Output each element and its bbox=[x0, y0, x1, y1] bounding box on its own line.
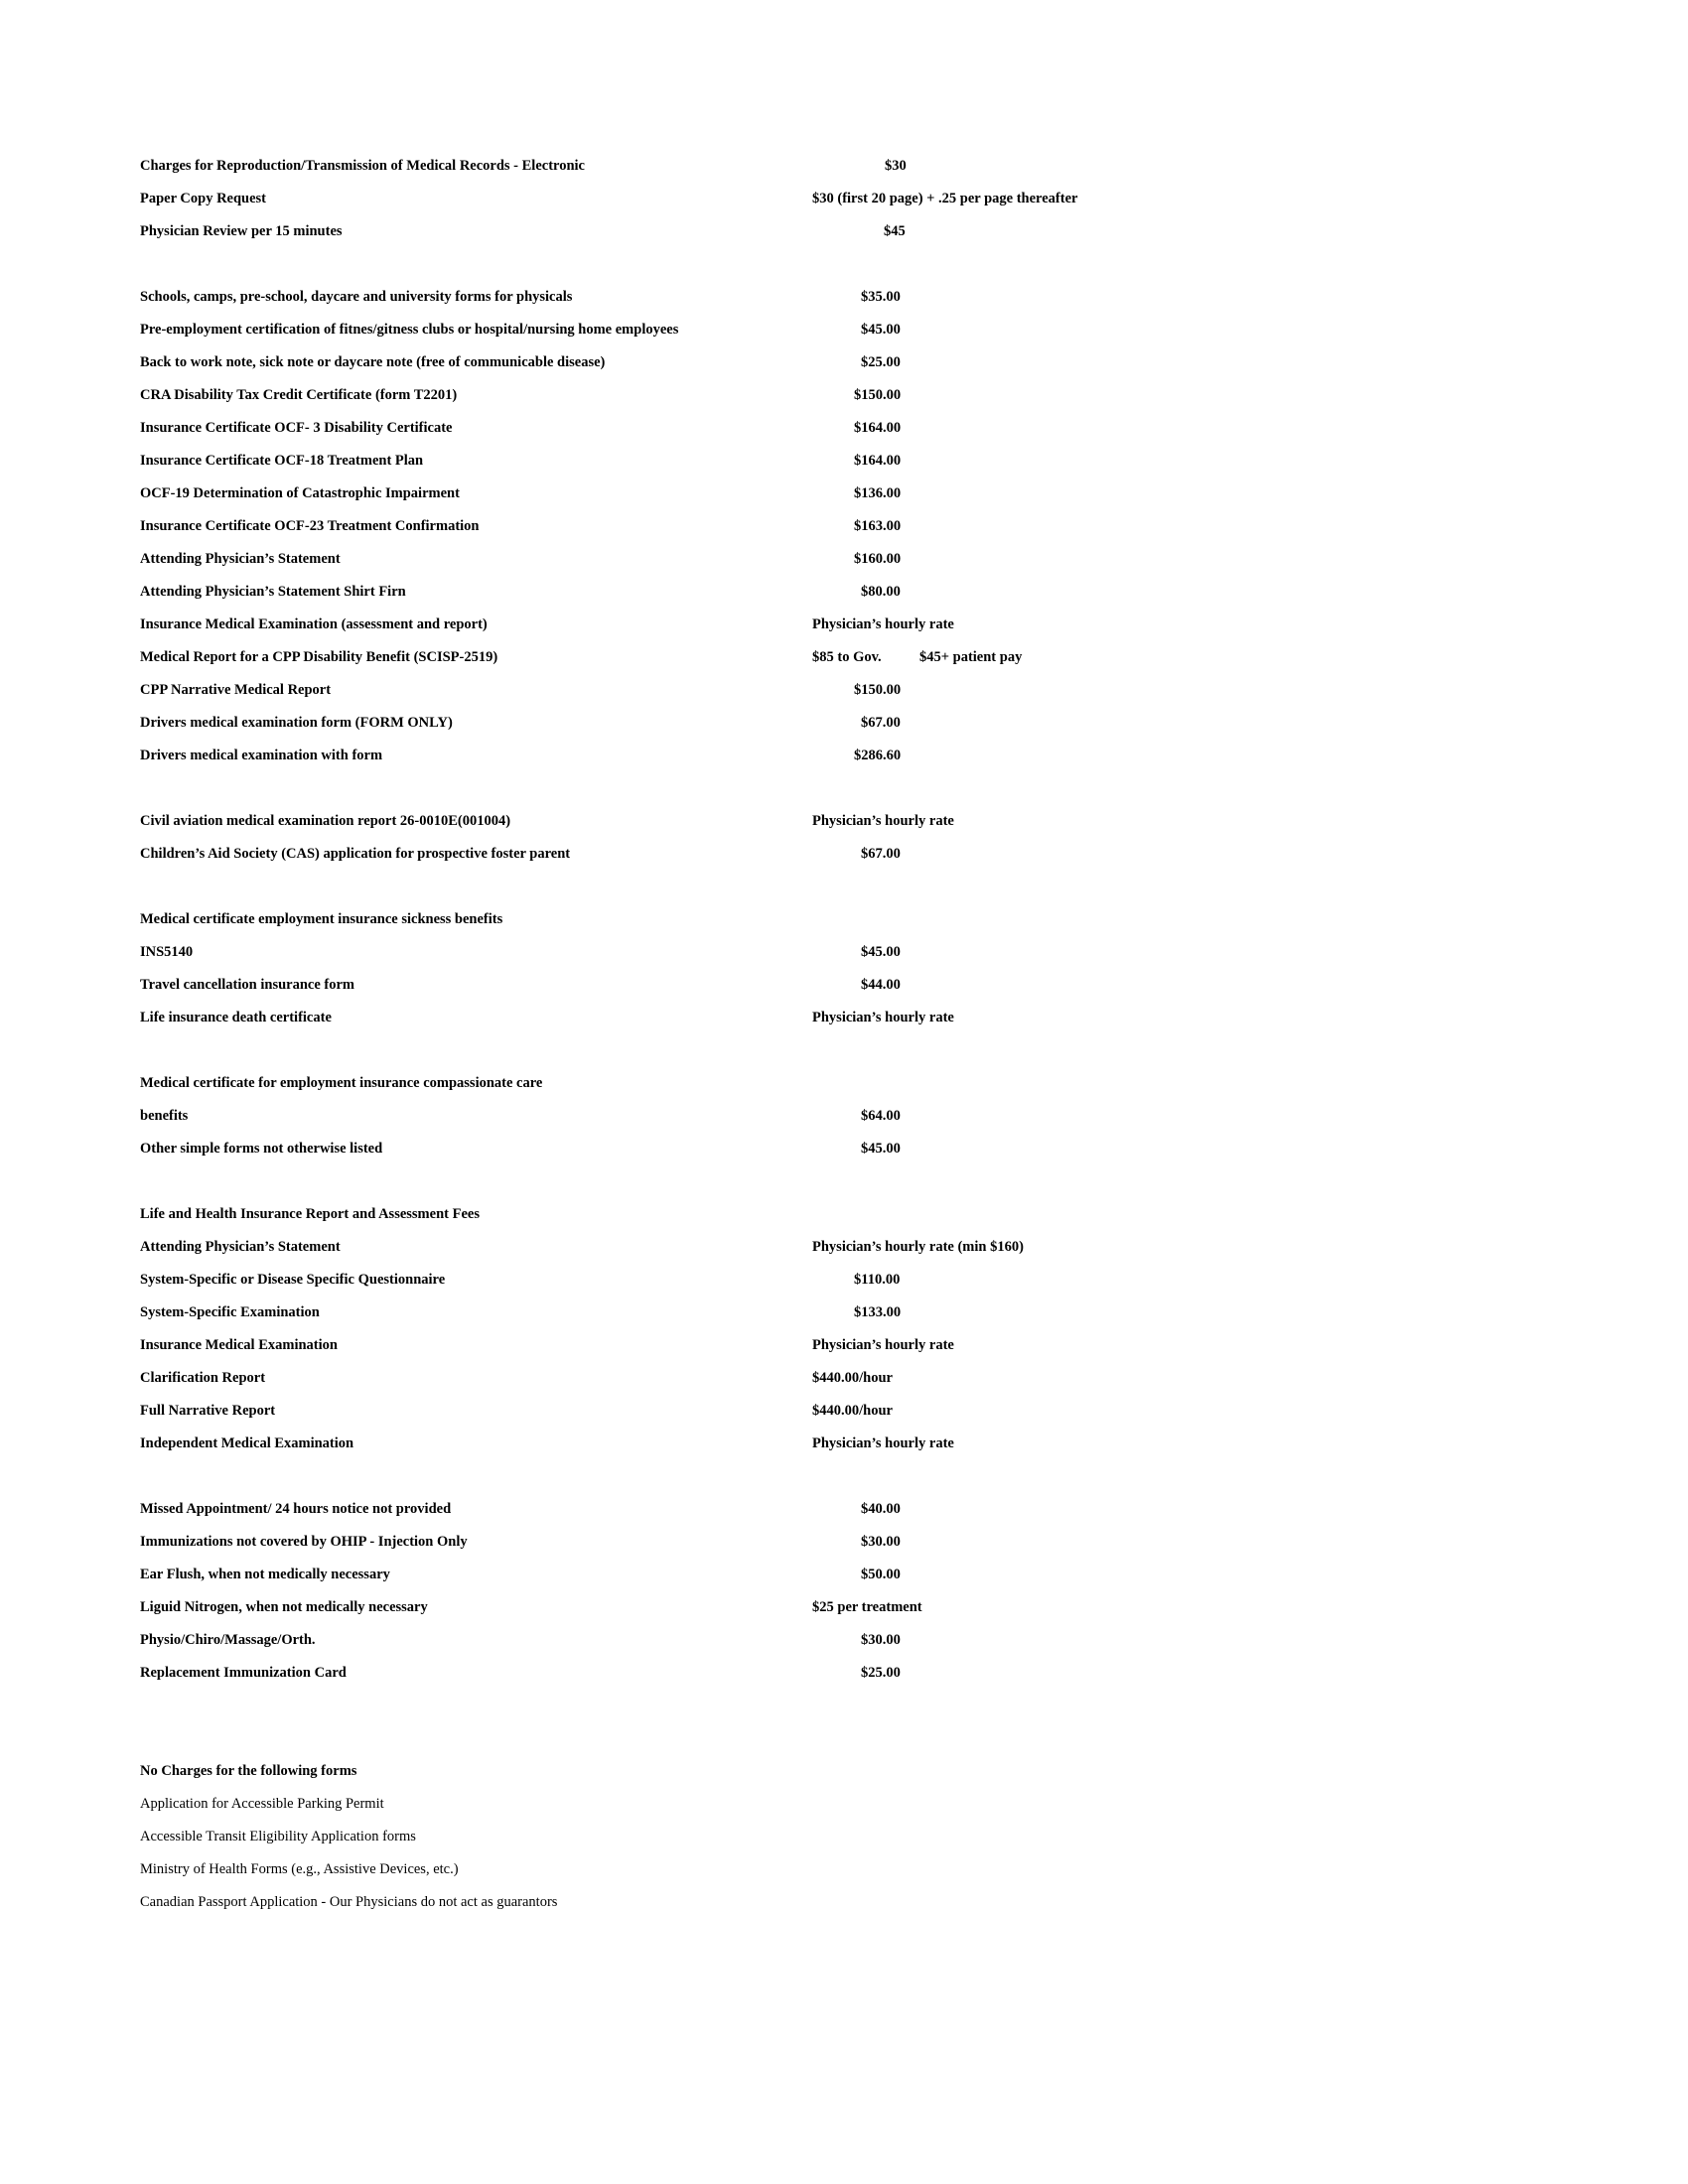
fee-value: $440.00/hour bbox=[812, 1403, 893, 1419]
fee-value: Physician’s hourly rate bbox=[812, 616, 954, 632]
fee-value: $30.00 bbox=[861, 1534, 901, 1550]
fee-value: $45.00 bbox=[861, 322, 901, 338]
fee-value: $25.00 bbox=[861, 354, 901, 370]
fee-value: $50.00 bbox=[861, 1567, 901, 1582]
fee-label: Other simple forms not otherwise listed bbox=[140, 1141, 383, 1157]
fee-label: Travel cancellation insurance form bbox=[140, 977, 354, 993]
fee-label: Pre-employment certification of fitnes/gitness clubs or hospital/nursing home employees bbox=[140, 322, 679, 338]
fee-value: $45.00 bbox=[861, 944, 901, 960]
section-heading-text: Medical certificate employment insurance sickness benefits bbox=[140, 911, 503, 927]
fee-value: $440.00/hour bbox=[812, 1370, 893, 1386]
fee-value: $45 bbox=[884, 223, 906, 239]
no-charge-label: Accessible Transit Eligibility Application forms bbox=[140, 1829, 416, 1844]
fee-value: $30.00 bbox=[861, 1632, 901, 1648]
fee-value: Physician’s hourly rate bbox=[812, 1010, 954, 1025]
fee-label: System-Specific Examination bbox=[140, 1304, 320, 1320]
fee-value: Physician’s hourly rate bbox=[812, 1435, 954, 1451]
fee-value: $67.00 bbox=[861, 846, 901, 862]
fee-value: $44.00 bbox=[861, 977, 901, 993]
fee-label: Paper Copy Request bbox=[140, 191, 267, 206]
fee-value: $150.00 bbox=[854, 682, 902, 698]
fee-label: Physician Review per 15 minutes bbox=[140, 223, 343, 239]
fee-label: Immunizations not covered by OHIP - Injection Only bbox=[140, 1534, 468, 1550]
fee-value: Physician’s hourly rate bbox=[812, 813, 954, 829]
fee-label: Attending Physician’s Statement bbox=[140, 551, 341, 567]
fee-label: Insurance Medical Examination (assessment and report) bbox=[140, 616, 488, 632]
fee-label: Clarification Report bbox=[140, 1370, 266, 1386]
fee-label: Drivers medical examination form (FORM ONLY) bbox=[140, 715, 453, 731]
no-charge-label: Ministry of Health Forms (e.g., Assistive Devices, etc.) bbox=[140, 1861, 459, 1877]
fee-label: Drivers medical examination with form bbox=[140, 748, 383, 763]
fee-value-secondary: $45+ patient pay bbox=[919, 649, 1023, 665]
fee-label: CRA Disability Tax Credit Certificate (form T2201) bbox=[140, 387, 458, 403]
fee-label: benefits bbox=[140, 1108, 189, 1124]
fee-value: $133.00 bbox=[854, 1304, 902, 1320]
fee-label: CPP Narrative Medical Report bbox=[140, 682, 332, 698]
fee-label: Back to work note, sick note or daycare note (free of communicable disease) bbox=[140, 354, 606, 370]
fee-label: Independent Medical Examination bbox=[140, 1435, 354, 1451]
fee-value: Physician’s hourly rate bbox=[812, 1337, 954, 1353]
fee-value: $30 bbox=[885, 158, 907, 174]
fee-label: System-Specific or Disease Specific Questionnaire bbox=[140, 1272, 446, 1288]
fee-label: INS5140 bbox=[140, 944, 194, 960]
fee-label: Insurance Certificate OCF-18 Treatment Plan bbox=[140, 453, 424, 469]
fee-label: Children’s Aid Society (CAS) application for prospective foster parent bbox=[140, 846, 571, 862]
fee-value: $64.00 bbox=[861, 1108, 901, 1124]
fee-value: $163.00 bbox=[854, 518, 902, 534]
no-charge-label: Canadian Passport Application - Our Physicians do not act as guarantors bbox=[140, 1894, 558, 1910]
fee-value: $40.00 bbox=[861, 1501, 901, 1517]
fee-value: $286.60 bbox=[854, 748, 902, 763]
fee-label: Full Narrative Report bbox=[140, 1403, 276, 1419]
fee-label: Insurance Certificate OCF-23 Treatment Confirmation bbox=[140, 518, 480, 534]
section-heading-text: No Charges for the following forms bbox=[140, 1763, 357, 1779]
fee-value: $85 to Gov. bbox=[812, 649, 882, 665]
fee-value: $25 per treatment bbox=[812, 1599, 922, 1615]
fee-label: Replacement Immunization Card bbox=[140, 1665, 347, 1681]
fee-value: $45.00 bbox=[861, 1141, 901, 1157]
fee-label: Civil aviation medical examination report 26-0010E(001004) bbox=[140, 813, 511, 829]
fee-label: OCF-19 Determination of Catastrophic Impairment bbox=[140, 485, 460, 501]
fee-value: $136.00 bbox=[854, 485, 902, 501]
fee-label: Life insurance death certificate bbox=[140, 1010, 332, 1025]
fee-value: $150.00 bbox=[854, 387, 902, 403]
section-heading-text: Medical certificate for employment insurance compassionate care bbox=[140, 1075, 543, 1091]
fee-label: Missed Appointment/ 24 hours notice not provided bbox=[140, 1501, 452, 1517]
fee-value: Physician’s hourly rate (min $160) bbox=[812, 1239, 1024, 1255]
fee-value: $67.00 bbox=[861, 715, 901, 731]
fee-value: $35.00 bbox=[861, 289, 901, 305]
fee-value: $160.00 bbox=[854, 551, 902, 567]
fee-label: Physio/Chiro/Massage/Orth. bbox=[140, 1632, 316, 1648]
fee-label: Schools, camps, pre-school, daycare and university forms for physicals bbox=[140, 289, 573, 305]
fee-value: $164.00 bbox=[854, 453, 902, 469]
no-charge-label: Application for Accessible Parking Permit bbox=[140, 1796, 384, 1812]
fee-value: $164.00 bbox=[854, 420, 902, 436]
fee-value: $110.00 bbox=[854, 1272, 901, 1288]
fee-value: $30 (first 20 page) + .25 per page thereafter bbox=[812, 191, 1078, 206]
fee-label: Insurance Medical Examination bbox=[140, 1337, 338, 1353]
fee-label: Charges for Reproduction/Transmission of Medical Records - Electronic bbox=[140, 158, 585, 174]
fee-label: Insurance Certificate OCF- 3 Disability Certificate bbox=[140, 420, 453, 436]
fee-value: $25.00 bbox=[861, 1665, 901, 1681]
fee-label: Attending Physician’s Statement bbox=[140, 1239, 341, 1255]
fee-label: Liguid Nitrogen, when not medically necessary bbox=[140, 1599, 428, 1615]
fee-label: Ear Flush, when not medically necessary bbox=[140, 1567, 390, 1582]
fee-label: Attending Physician’s Statement Shirt Firn bbox=[140, 584, 406, 600]
section-heading-text: Life and Health Insurance Report and Assessment Fees bbox=[140, 1206, 480, 1222]
fee-value: $80.00 bbox=[861, 584, 901, 600]
fee-label: Medical Report for a CPP Disability Benefit (SCISP-2519) bbox=[140, 649, 498, 665]
